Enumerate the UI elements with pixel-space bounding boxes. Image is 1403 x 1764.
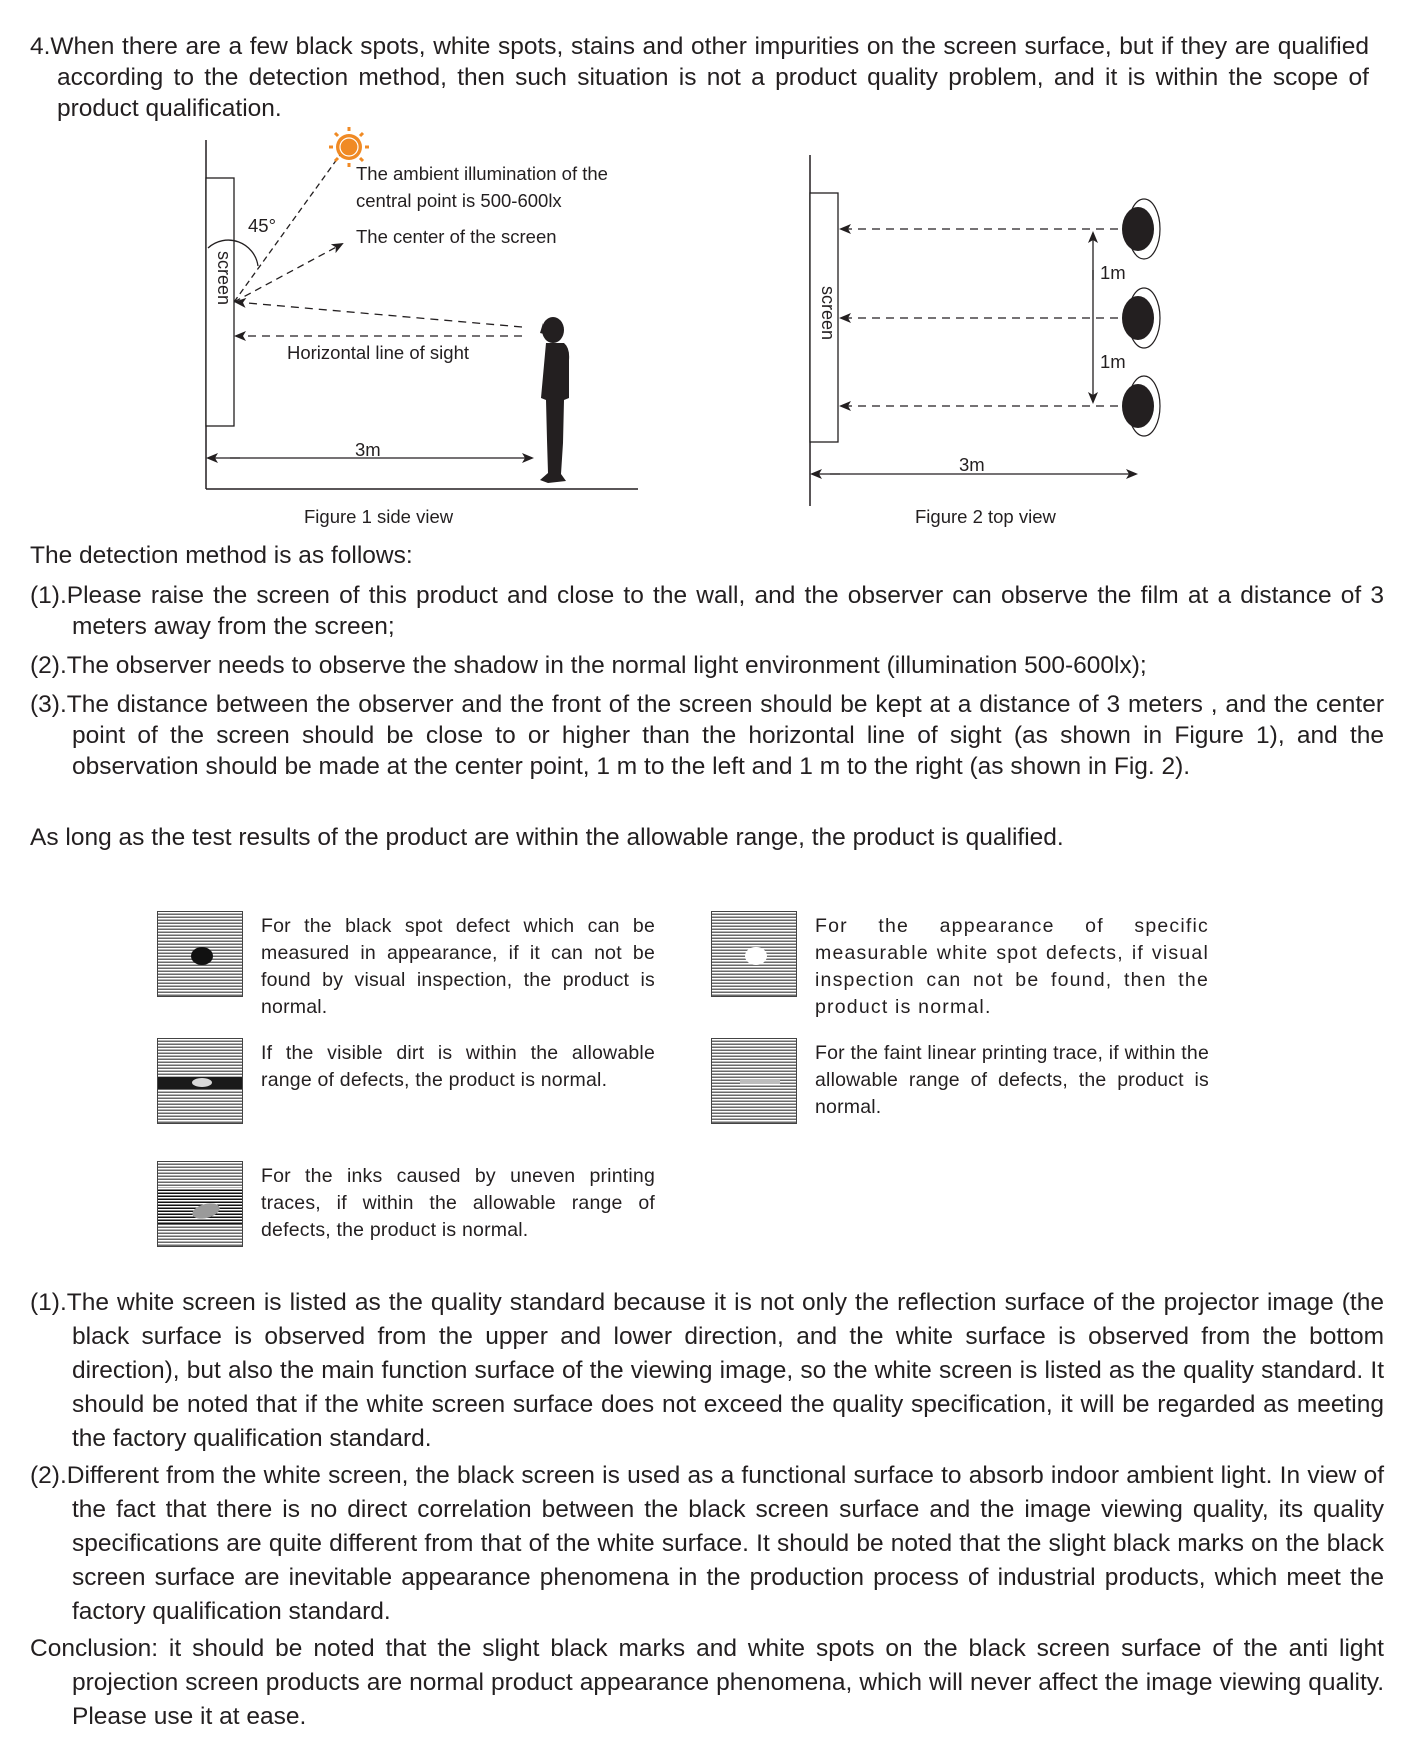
observer-head-icon <box>1122 288 1160 348</box>
ink-trace-icon <box>157 1161 243 1247</box>
spacing-label-1: 1m <box>1100 262 1126 283</box>
observer-head-icon <box>1122 199 1160 259</box>
illumination-label-line2: central point is 500-600lx <box>356 190 562 211</box>
detection-heading: The detection method is as follows: <box>30 542 413 569</box>
white-spot-icon <box>711 911 797 997</box>
detection-step-3: (3).The distance between the observer and the front of the screen should be kept at a distance of 3 meters , and the center point of the screen should be close to or higher than the horizontal line of sight (as shown in Figure 1), and the observation should be made at the center point, 1 m to the left and 1 m to the right (as shown in Fig. 2). <box>30 691 1384 780</box>
illumination-label-line1: The ambient illumination of the <box>356 163 608 184</box>
black-spot-icon <box>157 911 243 997</box>
spacing-label-2: 1m <box>1100 351 1126 372</box>
angle-label: 45° <box>248 215 276 236</box>
figure-1-caption: Figure 1 side view <box>304 506 454 527</box>
defect-text-white-spot: For the appearance of specific measurable white spot defects, if visual inspection can not be found, then the product is normal. <box>815 915 1209 1018</box>
detection-summary: As long as the test results of the product are within the allowable range, the product is qualified. <box>30 824 1064 851</box>
defect-text-dirt: If the visible dirt is within the allowable range of defects, the product is normal. <box>261 1042 655 1091</box>
detection-step-2: (2).The observer needs to observe the shadow in the normal light environment (illumination 500-600lx); <box>30 652 1147 679</box>
conclusion: Conclusion: it should be noted that the slight black marks and white spots on the black screen surface of the anti light projection screen products are normal product appearance phenomena, which will never affect the image viewing quality. Please use it at ease. <box>30 1635 1384 1730</box>
figure-1-screen-label: screen <box>214 251 234 306</box>
center-of-screen-label: The center of the screen <box>356 226 557 247</box>
figure-2-distance-label: 3m <box>959 454 985 475</box>
figure-2-screen-label: screen <box>818 286 838 341</box>
observer-head-icon <box>1122 376 1160 436</box>
figure-1-distance-label: 3m <box>355 439 381 460</box>
figure-2-drawing <box>0 0 1403 560</box>
defect-text-ink-trace: For the inks caused by uneven printing traces, if within the allowable range of defects, the product is normal. <box>261 1165 655 1241</box>
dirt-icon <box>157 1038 243 1124</box>
defect-text-faint-line: For the faint linear printing trace, if within the allowable range of defects, the product is normal. <box>815 1042 1209 1118</box>
note-1: (1).The white screen is listed as the quality standard because it is not only the reflection surface of the projector image (the black surface is observed from the upper and lower direction, and the white surface is observed from the bottom direction), but also the main function surface of the viewing image, so the white screen is listed as the quality standard. It should be noted that if the white screen surface does not exceed the quality specification, it will be regarded as meeting the factory qualification standard. <box>30 1289 1384 1452</box>
defect-text-black-spot: For the black spot defect which can be measured in appearance, if it can not be found by visual inspection, the product is normal. <box>261 915 655 1018</box>
horizontal-sight-label: Horizontal line of sight <box>287 342 470 363</box>
intro-paragraph: 4.When there are a few black spots, white spots, stains and other impurities on the screen surface, but if they are qualified according to the detection method, then such situation is not a product quality problem, and it is within the scope of product qualification. <box>30 33 1369 122</box>
figure-2-caption: Figure 2 top view <box>915 506 1056 527</box>
note-2: (2).Different from the white screen, the black screen is used as a functional surface to absorb indoor ambient light. In view of the fact that there is no direct correlation between the black screen surface and the image viewing quality, its quality specifications are quite different from that of the white surface. It should be noted that the slight black marks on the black screen surface are inevitable appearance phenomena in the production process of industrial products, which meet the factory qualification standard. <box>30 1462 1384 1625</box>
faint-line-icon <box>711 1038 797 1124</box>
detection-step-1: (1).Please raise the screen of this product and close to the wall, and the observer can observe the film at a distance of 3 meters away from the screen; <box>30 582 1384 640</box>
